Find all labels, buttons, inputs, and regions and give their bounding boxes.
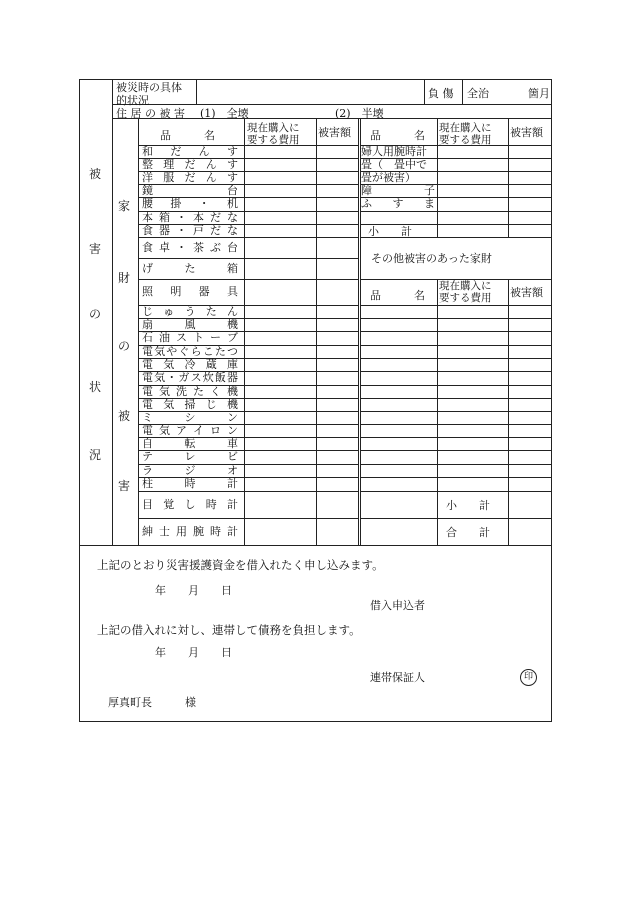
other-item-header: 品 名 — [370, 289, 425, 302]
left-item-25: 目 覚 し 時 計 — [142, 497, 238, 511]
situation-label-1: 被災時の具体 — [116, 81, 182, 94]
inner-side-char: 被 — [118, 409, 131, 423]
guarantee-date: 年 月 日 — [155, 646, 232, 659]
right-item-4: 障 子 — [361, 184, 435, 197]
inner-side-char: 害 — [118, 479, 131, 493]
other-row-line — [360, 464, 552, 465]
left-item-17: 電 気 洗 た く 機 — [142, 384, 238, 398]
inner-side-char: の — [118, 339, 131, 353]
other-row-line — [360, 371, 552, 372]
right-row-line — [360, 211, 552, 212]
applicant-label: 借入申込者 — [370, 599, 425, 612]
guarantee-statement: 上記の借入れに対し、連帯して債務を負担します。 — [97, 623, 361, 637]
injury-months-label: 箇月 — [528, 87, 550, 100]
other-cost-header-1: 現在購入に — [439, 280, 492, 292]
house-option-full: (1) 全壊 — [200, 107, 249, 120]
situation-label-2: 的状況 — [116, 94, 149, 107]
guarantor-label: 連帯保証人 — [370, 671, 425, 684]
table-bottom-line — [79, 545, 552, 546]
other-header-line — [360, 305, 552, 306]
left-row-line — [138, 518, 358, 519]
addressee-label: 厚真町長 様 — [108, 696, 196, 709]
left-item-11: じ ゅ う た ん — [142, 304, 238, 318]
other-damage-header: 被害額 — [510, 286, 543, 299]
other-row-line — [360, 358, 552, 359]
other-row-line — [360, 437, 552, 438]
other-row-line — [360, 398, 552, 399]
left-item-5: 腰 掛 ・ 机 — [142, 197, 238, 210]
left-item-14: 電 気 や ぐ ら こ た つ — [142, 344, 238, 358]
outer-side-char: 状 — [89, 380, 102, 394]
right-item-2: 畳（ 畳中で — [361, 158, 427, 171]
right-subtotal-label: 小 計 — [368, 225, 412, 238]
other-row-line — [360, 424, 552, 425]
grand-total-label: 合 計 — [446, 526, 490, 539]
left-item-7: 食 器 ・ 戸 だ な — [142, 223, 238, 237]
right-item-5: ふ す ま — [361, 197, 435, 210]
other-row-line — [360, 345, 552, 346]
left-item-3: 洋 服 だ ん す — [142, 170, 238, 184]
right-cost-header-2: 要する費用 — [439, 134, 492, 146]
right-cost-header-1: 現在購入に — [439, 122, 492, 134]
left-row-line — [138, 279, 358, 280]
other-row-line — [360, 411, 552, 412]
inner-side-char: 家 — [118, 199, 131, 213]
other-row-line — [360, 318, 552, 319]
outer-side-char: 況 — [89, 448, 102, 462]
left-item-22: テ レ ビ — [142, 450, 238, 463]
right-item-header: 品 名 — [370, 129, 425, 142]
left-item-9: げ た 箱 — [142, 261, 238, 275]
right-item-3: 畳が被害） — [361, 171, 416, 184]
left-row-line — [138, 258, 358, 259]
left-item-10: 照 明 器 具 — [142, 285, 238, 298]
outer-side-char: 害 — [89, 242, 102, 256]
left-damage-header: 被害額 — [318, 126, 351, 139]
right-damage-col — [508, 118, 509, 237]
left-item-2: 整 理 だ ん す — [142, 157, 238, 171]
left-item-21: 自 転 車 — [142, 436, 238, 450]
other-items-label: その他被害のあった家財 — [371, 252, 492, 265]
left-item-8: 食 卓 ・ 茶 ぶ 台 — [142, 240, 238, 254]
left-item-4: 鏡 台 — [142, 183, 238, 197]
other-row-line — [360, 331, 552, 332]
block-divider — [358, 118, 359, 545]
right-item-1: 婦人用腕時計 — [361, 145, 427, 158]
left-item-26: 紳 士 用 腕 時 計 — [142, 524, 238, 538]
left-item-15: 電 気 冷 蔵 庫 — [142, 357, 238, 371]
left-item-16: 電 気 ・ ガ ス 炊 飯 器 — [142, 371, 238, 384]
injury-divider — [424, 79, 425, 104]
injury-divider-2 — [462, 79, 463, 104]
left-item-24: 柱 時 計 — [142, 477, 238, 490]
other-subtotal-label: 小 計 — [446, 499, 490, 512]
other-row-line — [360, 518, 552, 519]
left-row-line — [138, 491, 358, 492]
injury-total-label: 全治 — [467, 87, 489, 100]
left-cost-header-1: 現在購入に — [247, 122, 300, 134]
application-statement: 上記のとおり災害援護資金を借入れたく申し込みます。 — [97, 558, 384, 572]
left-item-13: 石 油 ス ト ー ブ — [142, 331, 238, 344]
inner-side-char: 財 — [118, 271, 131, 285]
left-item-20: 電 気 ア イ ロ ン — [142, 423, 238, 437]
left-item-12: 扇 風 機 — [142, 317, 238, 331]
application-date: 年 月 日 — [155, 584, 232, 597]
house-damage-label: 住 居 の 被 害 — [116, 107, 185, 120]
other-row-line — [360, 450, 552, 451]
left-item-23: ラ ジ オ — [142, 463, 238, 477]
other-row-line — [360, 491, 552, 492]
left-item-18: 電 気 掃 じ 機 — [142, 397, 238, 411]
injury-label: 負 傷 — [428, 87, 454, 100]
right-damage-header: 被害額 — [510, 126, 543, 139]
seal-mark: 印 — [520, 669, 537, 686]
outer-label-divider — [112, 79, 113, 545]
left-cost-header-2: 要する費用 — [247, 134, 300, 146]
left-item-6: 本 箱 ・ 本 だ な — [142, 210, 238, 224]
other-row-line — [360, 477, 552, 478]
header-row-line — [112, 104, 552, 105]
outer-side-char: 被 — [89, 167, 102, 181]
outer-side-char: の — [89, 307, 102, 321]
left-item-header: 品 名 — [160, 129, 215, 142]
situation-label-divider — [196, 79, 197, 104]
left-item-1: 和 だ ん す — [142, 144, 238, 158]
house-option-half: (2) 半壊 — [335, 107, 384, 120]
left-row-line — [138, 237, 358, 238]
other-row-line — [360, 385, 552, 386]
right-cost-col — [437, 118, 438, 237]
left-item-19: ミ シ ン — [142, 410, 238, 424]
other-cost-header-2: 要する費用 — [439, 292, 492, 304]
